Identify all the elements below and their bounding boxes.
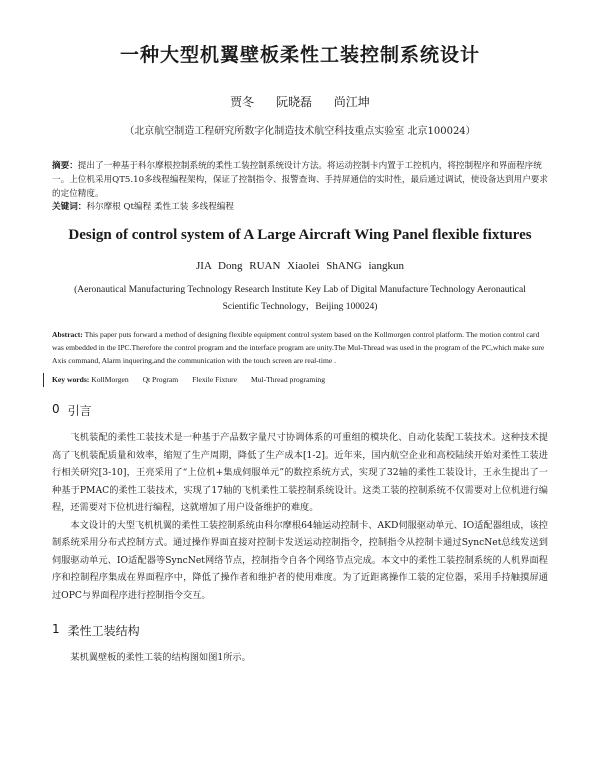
chinese-title: 一种大型机翼壁板柔性工装控制系统设计	[119, 44, 480, 66]
keyword-item: Mul-Thread programing	[250, 375, 325, 384]
english-abstract-text: This paper puts forward a method of designing flexible equipment control system based on the Kollmorgen control platform. The motion control card was embedded in the IPC.Therefore the control program and the interface program are unity.The Mul-Thread was used in the program of the PC,which make sure Axis command, Alarm inquering,and the communication with the touch screen are real-time .	[52, 330, 545, 365]
section-0-paragraph-1: 飞机装配的柔性工装技术是一种基于产品数字量尺寸协调体系的可重组的模块化、自动化装配工装技术。这种技术提高了飞机装配质量和效率，缩短了生产周期，降低了生产成本[1-2]。近年来，国内航空企业和高校陆续开始对柔性工装进行相关研究[3-10]，王亮采用了“上位机+集成伺服单元”的数控系统方式，实现了32轴的柔性工装设计，王永生提出了一种基于PMAC的柔性工装技术，实现了17轴的飞机柔性工装控制系统设计。这类工装的控制系统不仅需要对上位机进行编程，还需要对下位机进行编程，这就增加了用户设备维护的难度。	[52, 432, 548, 513]
english-abstract-label: Abstract:	[52, 330, 83, 339]
keyword-item: Qt Program	[142, 375, 179, 384]
english-keywords-label: Key words:	[52, 375, 90, 384]
section-0-number: 0	[52, 402, 60, 416]
keyword-item: KollMorgen	[91, 375, 129, 384]
english-affiliation: (Aeronautical Manufacturing Technology Research Institute Key Lab of Digital Manufacture Technology Aeronautical Scientific Technology，Beijing 100024)	[74, 285, 526, 312]
chinese-keywords-label: 关键词：	[52, 202, 87, 212]
english-abstract	[52, 328, 548, 367]
chinese-authors: 贾冬 阮晓磊 尚江坤	[230, 95, 370, 109]
section-1-heading	[52, 622, 548, 639]
chinese-affiliation: （北京航空制造工程研究所数字化制造技术航空科技重点实验室 北京100024）	[124, 126, 476, 137]
section-1-number: 1	[52, 622, 60, 636]
chinese-keywords-text: 科尔摩根 Qt编程 柔性工装 多线程编程	[86, 202, 234, 212]
chinese-keywords	[52, 201, 548, 214]
chinese-abstract-text: 提出了一种基于科尔摩根控制系统的柔性工装控制系统设计方法。将运动控制卡内置于工控机内，将控制程序和界面程序统一。上位机采用QT5.10多线程编程架构，保证了控制指令、报警查询、手持屏通信的实时性，最后通过调试，使设备达到用户要求的定位精度。	[52, 161, 548, 199]
keyword-item: Flexile Fixture	[192, 375, 238, 384]
chinese-abstract	[52, 159, 548, 201]
english-authors: JIA Dong RUAN Xiaolei ShANG iangkun	[196, 260, 404, 272]
section-0-paragraph-2: 本文设计的大型飞机机翼的柔性工装控制系统由科尔摩根64轴运动控制卡、AKD伺服驱动单元、IO适配器组成，该控制系统采用分布式控制方式。通过操作界面直接对控制卡发送运动控制指令，控制指令从控制卡通过SyncNet总线发送到伺服驱动单元、IO适配器等SyncNet网络节点，控制指令自各个网络节点完成。本文中的柔性工装控制系统的人机界面程序和控制程序集成在界面程序中，降低了操作者和维护者的使用难度。为了近距离操作工装的定位器，采用手持触摸屏通过OPC与界面程序进行控制指令交互。	[52, 519, 548, 601]
section-0-heading	[52, 402, 548, 419]
section-0-title: 引言	[67, 404, 92, 418]
english-title: Design of control system of A Large Aircraft Wing Panel flexible fixtures	[68, 227, 532, 243]
section-1-paragraph-1: 某机翼壁板的柔性工装的结构图如图1所示。	[70, 652, 251, 663]
margin-change-bar	[43, 373, 44, 387]
chinese-abstract-label: 摘要：	[52, 161, 78, 171]
section-1-title: 柔性工装结构	[67, 624, 140, 638]
english-keywords	[52, 373, 548, 386]
